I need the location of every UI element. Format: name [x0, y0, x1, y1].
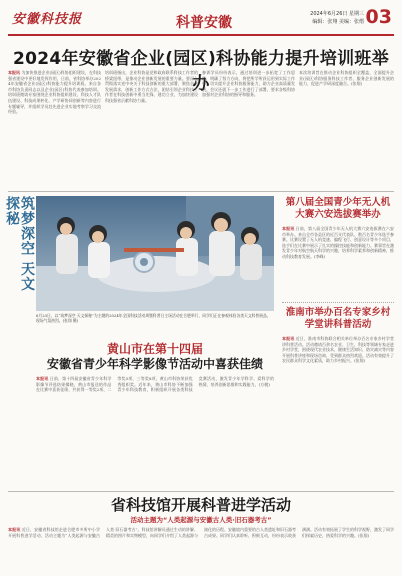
issue-date: 2024年6月26日 星期三 — [310, 11, 364, 17]
huangshan-headline-red: 黄山市在第十四届 — [106, 342, 203, 356]
newspaper-logo: 安徽科技报 — [12, 12, 83, 27]
museum-headline: 省科技馆开展科普进学活动 — [110, 496, 291, 514]
huangshan-text: 日前，第十四届安徽省青少年科学影像节评选结果揭晓，黄山市报送的作品在比赛中喜获佳绩，共获得一等奖2项、二等奖5项、三等奖8项，黄山市科协荣获优秀组织奖。近年来，黄山市科协不断加强青少年科技教育，积极组织开展各类科技竞赛活动，激发青少年学科学、爱科学的热情，培养创新思维和实践能力。(方桃) — [36, 376, 274, 393]
drone-contest-text: 日前，第八届全国青少年无人机大赛六安选拔赛在六安市举办。来自全市各县区的近百支代表队、数百名青少年选手参赛。比赛设置了无人机竞速、编程飞行、创意设计等多个项目，选手们在比赛中展示了扎实的操控技能和创新能力。赛事旨在激发青少年对航空航天科学的兴趣，培养科学素养和创新精神，推动科技教育发展。(李峰) — [282, 226, 394, 259]
vertical-slogan: 筑梦深空 天文探秘 — [4, 196, 35, 292]
divider — [8, 191, 394, 192]
lead-story-col2 — [105, 70, 198, 188]
museum-story — [8, 527, 394, 572]
lead-headline: 2024年安徽省企业(园区)科协能力提升培训班举办 — [12, 49, 390, 94]
drone-contest-story — [282, 226, 394, 300]
lead-story-col1 — [8, 70, 101, 188]
lead-story-col3 — [202, 70, 295, 188]
lead-story-text-3: 参训学员纷纷表示，通过培训进一步拓宽了工作思路、明确了努力方向，将把所学所获运用到实际工作中，切实提升企业科协服务能力，助力企业高质量发展。会议还就下一步工作进行了部署，要求各级科协加强对企业科协的指导和服务。 — [202, 70, 295, 98]
divider — [282, 302, 394, 303]
date-block — [310, 10, 364, 26]
huainan-story — [282, 336, 394, 486]
lead-story-text-4: 本次培训旨在推动企业科协组织全覆盖，全面提升企业(园区)科协服务科技工作者、服务企业创新发展的能力，促进产学研深度融合。(张翔) — [299, 70, 394, 87]
lead-story-byline: 本报讯 — [8, 70, 21, 75]
museum-byline: 本报讯 — [8, 527, 21, 532]
museum-text: 近日，安徽省科技馆走进合肥市多所中小学开展科普进学活动，活动主题为“人类起源与安徽古人类·旧石器考古”。科技馆讲解员通过生动的讲解、精美的图片和实物模型，向同学们介绍了人类起源与演化的历程、安徽境内重要的古人类遗址和旧石器考古成果。同学们认真聆听、积极互动，纷纷表示收获满满。活动有效拓展了学生的科学视野，激发了同学们探索历史、热爱科学的兴趣。(张翔) — [8, 527, 394, 538]
huainan-text: 近日，淮南市科协联合相关单位举办百名专家乡村学堂讲科普活动。活动邀请百余名农业、卫生、科技等领域专家走进乡村学堂，围绕现代农业技术、健康生活知识、防灾减灾等内容开展科普讲座和现场咨询，受到群众热烈欢迎。活动有效提升了农民群众科学文化素质，助力乡村振兴。(张翔) — [282, 336, 394, 364]
huainan-byline: 本报讯 — [282, 336, 295, 341]
museum-subhead: 活动主题为“人类起源与安徽古人类·旧石器考古” — [130, 516, 272, 524]
photo-caption: 6月23日，以“筑梦深空 天文探秘”为主题的2024年全国科技活动周暨科普日主场活动在合肥举行，同学们正在参观体验各类天文科普展品，现场气氛热烈。(张翔 摄) — [36, 313, 271, 323]
lead-story-text-2: 培训班指出，企业科协是党和政府联系科技工作者的桥梁纽带，是推动企业创新发展的重要力量。要深入贯彻落实党中央关于科技创新的重大部署，聚焦企业发展需求，创新工作方式方法，团结引领企业科技工作者在科技创新中勇当先锋、建功立业，为加快建设科技强省贡献科协力量。 — [105, 70, 198, 103]
huangshan-byline: 本报讯 — [36, 376, 49, 381]
huangshan-story — [36, 376, 274, 486]
divider — [8, 491, 394, 492]
section-title: 科普安徽 — [176, 15, 232, 31]
lead-story-text-1: 为加快推进企业(园区)科协组织建设，在科技强省建设中更好地发挥作用，日前，省科协举办2024年安徽省企业(园区)科协能力提升培训班。来自各市科协负责同志以及企业(园区)科协代表参加培训。培训班邀请专家围绕企业科协组织建设、科技人才队伍建设、科技成果转化、产学研协同创新等内容进行专题辅导，并组织学员赴先进企业实地考察学习交流经验。 — [8, 70, 101, 115]
huainan-headline: 淮南市举办百名专家乡村学堂讲科普活动 — [285, 307, 391, 330]
masthead — [8, 6, 394, 36]
page-number: 03 — [365, 6, 392, 28]
photo-illustration — [36, 196, 274, 311]
science-week-photo — [36, 196, 274, 311]
lead-story-col4 — [299, 70, 394, 188]
drone-contest-byline: 本报讯 — [282, 226, 295, 231]
drone-contest-headline: 第八届全国青少年无人机大赛六安选拔赛举办 — [285, 197, 391, 220]
editor-credit: 编辑：张翔 美编：张熠 — [312, 19, 364, 25]
huangshan-headline: 安徽省青少年科学影像节活动中喜获佳绩 — [46, 357, 263, 371]
